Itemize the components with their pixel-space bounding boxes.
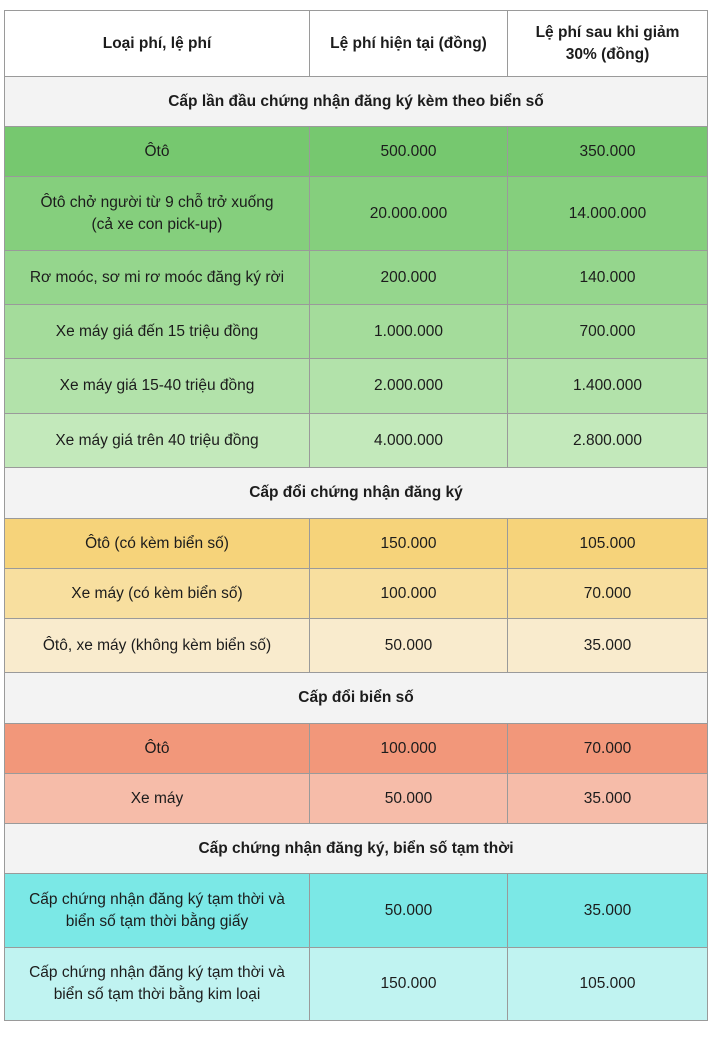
fee-type-cell: Rơ moóc, sơ mi rơ moóc đăng ký rời: [5, 251, 310, 305]
table-row: [5, 724, 708, 774]
reduced-fee-cell: 35.000: [508, 874, 708, 948]
reduced-fee-cell: 35.000: [508, 774, 708, 824]
current-fee-cell: 50.000: [310, 774, 508, 824]
fee-type-cell: Xe máy giá 15-40 triệu đồng: [5, 359, 310, 414]
table-header-row: [5, 11, 708, 77]
header-reduced-fee: Lệ phí sau khi giảm 30% (đồng): [508, 11, 708, 77]
current-fee-cell: 150.000: [310, 948, 508, 1021]
reduced-fee-cell: 350.000: [508, 127, 708, 177]
reduced-fee-cell: 2.800.000: [508, 414, 708, 468]
reduced-fee-cell: 105.000: [508, 519, 708, 569]
reduced-fee-cell: 1.400.000: [508, 359, 708, 414]
fee-type-cell: Cấp chứng nhận đăng ký tạm thời và biển số tạm thời bằng kim loại: [5, 948, 310, 1021]
fee-type-cell: Xe máy giá đến 15 triệu đồng: [5, 305, 310, 359]
current-fee-cell: 1.000.000: [310, 305, 508, 359]
current-fee-cell: 2.000.000: [310, 359, 508, 414]
fee-type-cell: Ôtô: [5, 127, 310, 177]
registration-fee-table: [4, 10, 708, 1021]
fee-type-cell: Xe máy: [5, 774, 310, 824]
table-row: [5, 127, 708, 177]
table-row: [5, 948, 708, 1021]
current-fee-cell: 50.000: [310, 619, 508, 673]
header-current-fee: Lệ phí hiện tại (đồng): [310, 11, 508, 77]
section-heading: [5, 77, 708, 127]
table-row: [5, 619, 708, 673]
table-row: [5, 874, 708, 948]
table-row: [5, 177, 708, 251]
section-title-first-registration: Cấp lần đầu chứng nhận đăng ký kèm theo biển số: [5, 77, 708, 127]
current-fee-cell: 50.000: [310, 874, 508, 948]
reduced-fee-cell: 140.000: [508, 251, 708, 305]
fee-type-cell: Ôtô: [5, 724, 310, 774]
table-row: [5, 359, 708, 414]
reduced-fee-cell: 700.000: [508, 305, 708, 359]
fee-type-cell: Xe máy (có kèm biển số): [5, 569, 310, 619]
current-fee-cell: 100.000: [310, 569, 508, 619]
section-heading: [5, 673, 708, 724]
fee-type-cell: Ôtô (có kèm biển số): [5, 519, 310, 569]
current-fee-cell: 150.000: [310, 519, 508, 569]
table-row: [5, 414, 708, 468]
header-fee-type: Loại phí, lệ phí: [5, 11, 310, 77]
fee-type-cell: Ôtô, xe máy (không kèm biển số): [5, 619, 310, 673]
current-fee-cell: 200.000: [310, 251, 508, 305]
section-title-plate-change: Cấp đổi biển số: [5, 673, 708, 724]
reduced-fee-cell: 105.000: [508, 948, 708, 1021]
current-fee-cell: 100.000: [310, 724, 508, 774]
section-title-registration-change: Cấp đổi chứng nhận đăng ký: [5, 468, 708, 519]
table-row: [5, 569, 708, 619]
fee-type-cell: Ôtô chở người từ 9 chỗ trở xuống (cả xe con pick-up): [5, 177, 310, 251]
current-fee-cell: 4.000.000: [310, 414, 508, 468]
reduced-fee-cell: 14.000.000: [508, 177, 708, 251]
table-row: [5, 305, 708, 359]
reduced-fee-cell: 35.000: [508, 619, 708, 673]
current-fee-cell: 500.000: [310, 127, 508, 177]
reduced-fee-cell: 70.000: [508, 569, 708, 619]
current-fee-cell: 20.000.000: [310, 177, 508, 251]
section-heading: [5, 824, 708, 874]
reduced-fee-cell: 70.000: [508, 724, 708, 774]
table-row: [5, 774, 708, 824]
table-row: [5, 251, 708, 305]
fee-type-cell: Xe máy giá trên 40 triệu đồng: [5, 414, 310, 468]
fee-type-cell: Cấp chứng nhận đăng ký tạm thời và biển số tạm thời bằng giấy: [5, 874, 310, 948]
page-bottom-margin: [0, 1022, 720, 1046]
section-heading: [5, 468, 708, 519]
section-title-temporary-registration: Cấp chứng nhận đăng ký, biển số tạm thời: [5, 824, 708, 874]
table-row: [5, 519, 708, 569]
